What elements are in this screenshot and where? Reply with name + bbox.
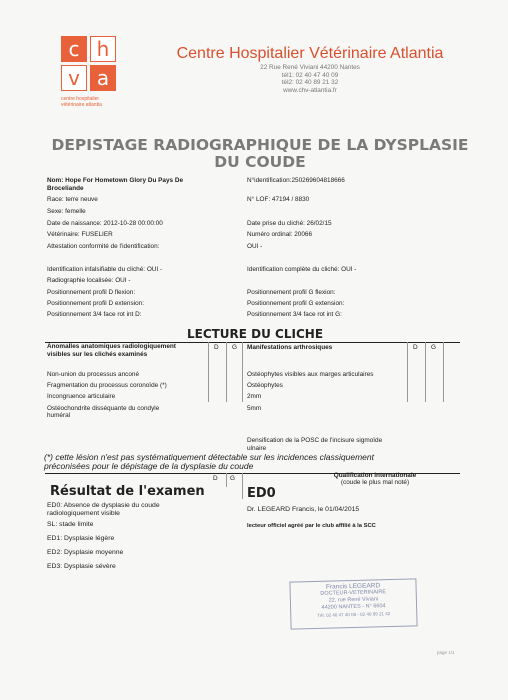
anomalies-header-line-1: Anomalles anatomiques radiologiquement (47, 343, 176, 350)
anomaly-row: Non-union du processus anconé (47, 371, 140, 378)
stamp-line-3: 22, rue René Viviani (328, 596, 379, 604)
result-col-g: G (230, 475, 235, 482)
hospital-address: 22 Rue René Viviani 44200 Nantes (260, 64, 360, 71)
ident-infalsifiable: Identification infalsifiable du cliché: OUI - (47, 266, 163, 273)
pos-34-g: Positionnement 3/4 face rot int G: (247, 311, 342, 318)
veterinary-stamp (289, 578, 417, 629)
arthrosis-row: Ostéophytes visibles aux marges articulaires (247, 371, 374, 378)
stamp-line-2: DOCTEUR-VETERINAIRE (320, 589, 387, 597)
table-divider (208, 342, 209, 402)
pos-d-flexion: Positionnement profil D flexion: (47, 289, 136, 296)
result-col-d: D (213, 475, 218, 482)
pos-34-d: Positionnement 3/4 face rot int D: (47, 311, 142, 318)
table-divider (443, 342, 444, 402)
table-divider (226, 342, 227, 402)
right-col-d: D (413, 344, 418, 351)
left-col-d: D (214, 344, 219, 351)
reader-note: lecteur officiel agréé par le club affilié à la SCC (247, 523, 376, 529)
logo-letter-h: h (90, 36, 116, 62)
animal-identification: N°identification:250269604818666 (247, 177, 345, 184)
veterinarian: Vétérinaire: FUSELIER (47, 231, 113, 238)
logo-caption: centre hospitalier vétérinaire atlantia (61, 96, 102, 108)
anomaly-row: huméral (47, 412, 71, 419)
ed2-legend: ED2: Dysplasie moyenne (47, 549, 124, 556)
anomaly-row: Fragmentation du processus coronoïde (*) (47, 382, 167, 389)
ed0-legend-line-2: radiologiquement visible (47, 510, 120, 517)
animal-name-line-2: Broceliande (47, 185, 84, 192)
arthrosis-header: Manifestations arthrosiques (247, 344, 333, 351)
arthrosis-row: 5mm (247, 405, 262, 412)
table-divider (242, 342, 243, 402)
arthrosis-row: 2mm (247, 393, 262, 400)
stamp-line-5: Tél. 02 40 47 40 09 - 02 40 89 21 32 (317, 611, 391, 618)
sl-legend: SL: stade limite (47, 521, 94, 528)
coronoid-note (44, 453, 374, 471)
result-divider (226, 473, 227, 487)
animal-birth-date: Date de naissance: 2012-10-28 00:00:00 (47, 220, 163, 227)
logo-letter-v: v (61, 65, 87, 91)
pos-d-extension: Positionnement profil D extension: (47, 300, 144, 307)
ident-complete: Identification complète du cliché: OUI - (247, 266, 357, 273)
result-grade: ED0 (247, 486, 276, 501)
table-divider (407, 342, 408, 402)
coronoid-note-line-2: préconisées pour le dépistage de la dysplasie du coude (44, 461, 254, 471)
arthrosis-row: ulnaire (247, 445, 267, 452)
ed0-legend (47, 502, 207, 518)
arthrosis-row: Densification de la POSC de l'incisure sigmoïde (247, 437, 383, 444)
animal-lof: N° LOF: 47194 / 8830 (247, 196, 310, 203)
hospital-name: Centre Hospitalier Vétérinaire Atlantia (176, 45, 444, 62)
qualification-line-2: (coude le plus mal noté) (340, 479, 410, 486)
arthrosis-row: Ostéophytes (247, 382, 283, 389)
hospital-website: www.chv-atlantia.fr (283, 86, 337, 94)
animal-name (47, 177, 183, 193)
photo-date: Date prise du cliché: 26/02/15 (247, 220, 332, 227)
result-heading: Résultat de l'examen (50, 484, 205, 499)
result-divider (242, 473, 243, 499)
animal-race: Race: terre neuve (47, 196, 98, 203)
hospital-phone-1: tél1: 02 40 47 40 09 (281, 71, 339, 79)
hospital-phone-2: tél2: 02 40 89 21 32 (281, 79, 339, 87)
attestation-value: OUI - (247, 243, 263, 250)
qualification-line-1: Qualification internationale (333, 472, 417, 479)
hospital-logo (61, 36, 117, 92)
anomaly-row: Incongruence articulaire (47, 393, 116, 400)
logo-letter-c: c (61, 36, 87, 62)
ordinal-number: Numéro ordinal: 20066 (247, 231, 313, 238)
anomaly-row: Ostéochondrite disséquante du condyle (47, 405, 160, 412)
document-title-line-1: DEPISTAGE RADIOGRAPHIQUE DE LA DYSPLASIE (51, 136, 469, 154)
animal-sex: Sexe: femelle (47, 208, 86, 215)
left-col-g: G (232, 344, 237, 351)
right-col-g: G (431, 344, 436, 351)
reader-signature: Dr. LEGEARD Francis, le 01/04/2015 (247, 506, 360, 513)
pos-g-flexion: Positionnement profil G flexion: (247, 289, 336, 296)
attestation-label: Attestation conformité de l'identification: (47, 243, 160, 250)
document-title (30, 137, 490, 171)
hospital-address-block (200, 64, 420, 94)
animal-name-line-1: Nom: Hope For Hometown Glory Du Pays De (47, 177, 183, 184)
ed1-legend: ED1: Dysplasie légère (47, 535, 115, 542)
qualification-header (320, 472, 430, 486)
anomalies-header (47, 343, 207, 358)
logo-letter-a: a (90, 65, 116, 91)
table-divider (425, 342, 426, 402)
stamp-line-4: 44200 NANTES - N° 6604 (321, 603, 386, 611)
lecture-heading: LECTURE DU CLICHE (186, 327, 324, 341)
stamp-line-1: Francis LEGEARD (325, 582, 381, 591)
coronoid-note-line-1: (*) cette lésion n'est pas systématiquement détectable sur les incidences classiquement (44, 452, 374, 462)
ed0-legend-line-1: ED0: Absence de dysplasie du coude (47, 502, 160, 509)
ed3-legend: ED3: Dysplasie sévère (47, 563, 116, 570)
page-number: page 1/1 (437, 650, 455, 655)
document-title-line-2: DU COUDE (214, 153, 306, 171)
radiographie-localisee: Radiographie localisée: OUI - (47, 277, 131, 284)
pos-g-extension: Positionnement profil G extension: (247, 300, 345, 307)
anomalies-header-line-2: visibles sur les clichés examinés (47, 350, 148, 358)
